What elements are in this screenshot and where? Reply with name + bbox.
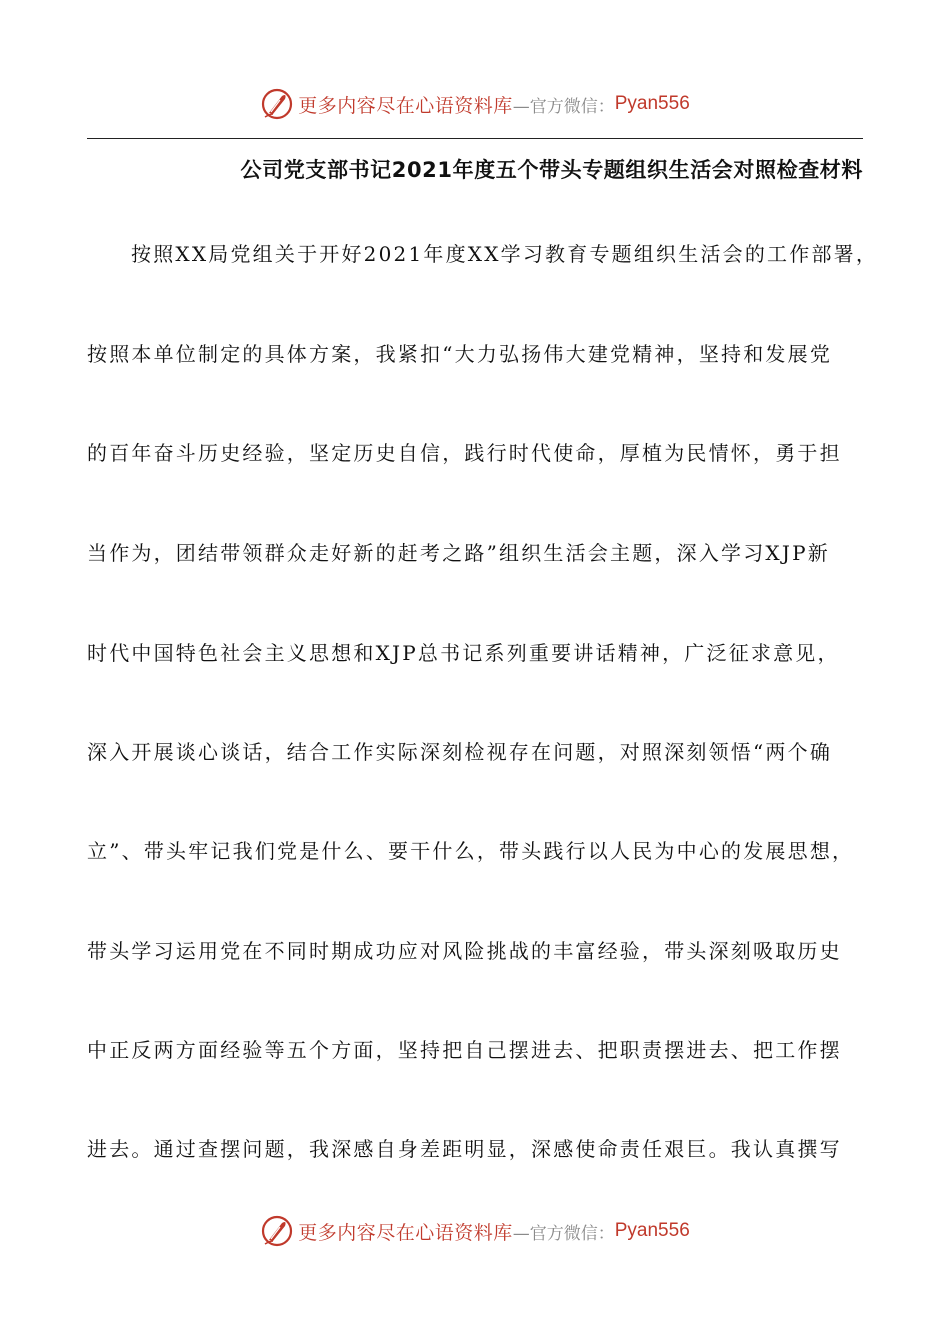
body-line: 深入开展谈心谈话，结合工作实际深刻检视存在问题，对照深刻领悟“两个确 [87,740,833,764]
watermark-text: 更多内容尽在心语资料库 [298,94,513,117]
body-line: 的百年奋斗历史经验，坚定历史自信，践行时代使命，厚植为民情怀，勇于担 [87,441,842,465]
header-divider [87,138,863,139]
footer-watermark-banner [0,1209,950,1253]
body-line: 当作为，团结带领群众走好新的赶考之路”组织生活会主题，深入学习XJP新 [87,541,830,565]
watermark-text: 更多内容尽在心语资料库 [298,1221,513,1244]
quill-pen-circle-icon [260,87,294,121]
body-line: 按照本单位制定的具体方案，我紧扣“大力弘扬伟大建党精神，坚持和发展党 [87,342,833,366]
wechat-id: Pyan556 [614,93,690,114]
header-watermark-banner [0,82,950,126]
quill-pen-circle-icon [260,1214,294,1248]
body-line: 中正反两方面经验等五个方面，坚持把自己摆进去、把职责摆进去、把工作摆 [87,1038,842,1062]
body-line: 时代中国特色社会主义思想和XJP总书记系列重要讲话精神，广泛征求意见， [87,641,840,665]
document-title: 公司党支部书记2021年度五个带头专题组织生活会对照检查材料 [240,158,863,182]
body-line: 带头学习运用党在不同时期成功应对风险挑战的丰富经验，带头深刻吸取历史 [87,939,842,963]
wechat-id: Pyan556 [614,1220,690,1241]
body-line: 进去。通过查摆问题，我深感自身差距明显，深感使命责任艰巨。我认真撰写 [87,1137,842,1161]
wechat-label: —官方微信： [512,1223,615,1244]
body-line: 按照XX局党组关于开好2021年度XX学习教育专题组织生活会的工作部署， [131,242,879,266]
body-line: 立”、带头牢记我们党是什么、要干什么，带头践行以人民为中心的发展思想， [87,839,855,863]
wechat-label: —官方微信： [512,96,615,117]
